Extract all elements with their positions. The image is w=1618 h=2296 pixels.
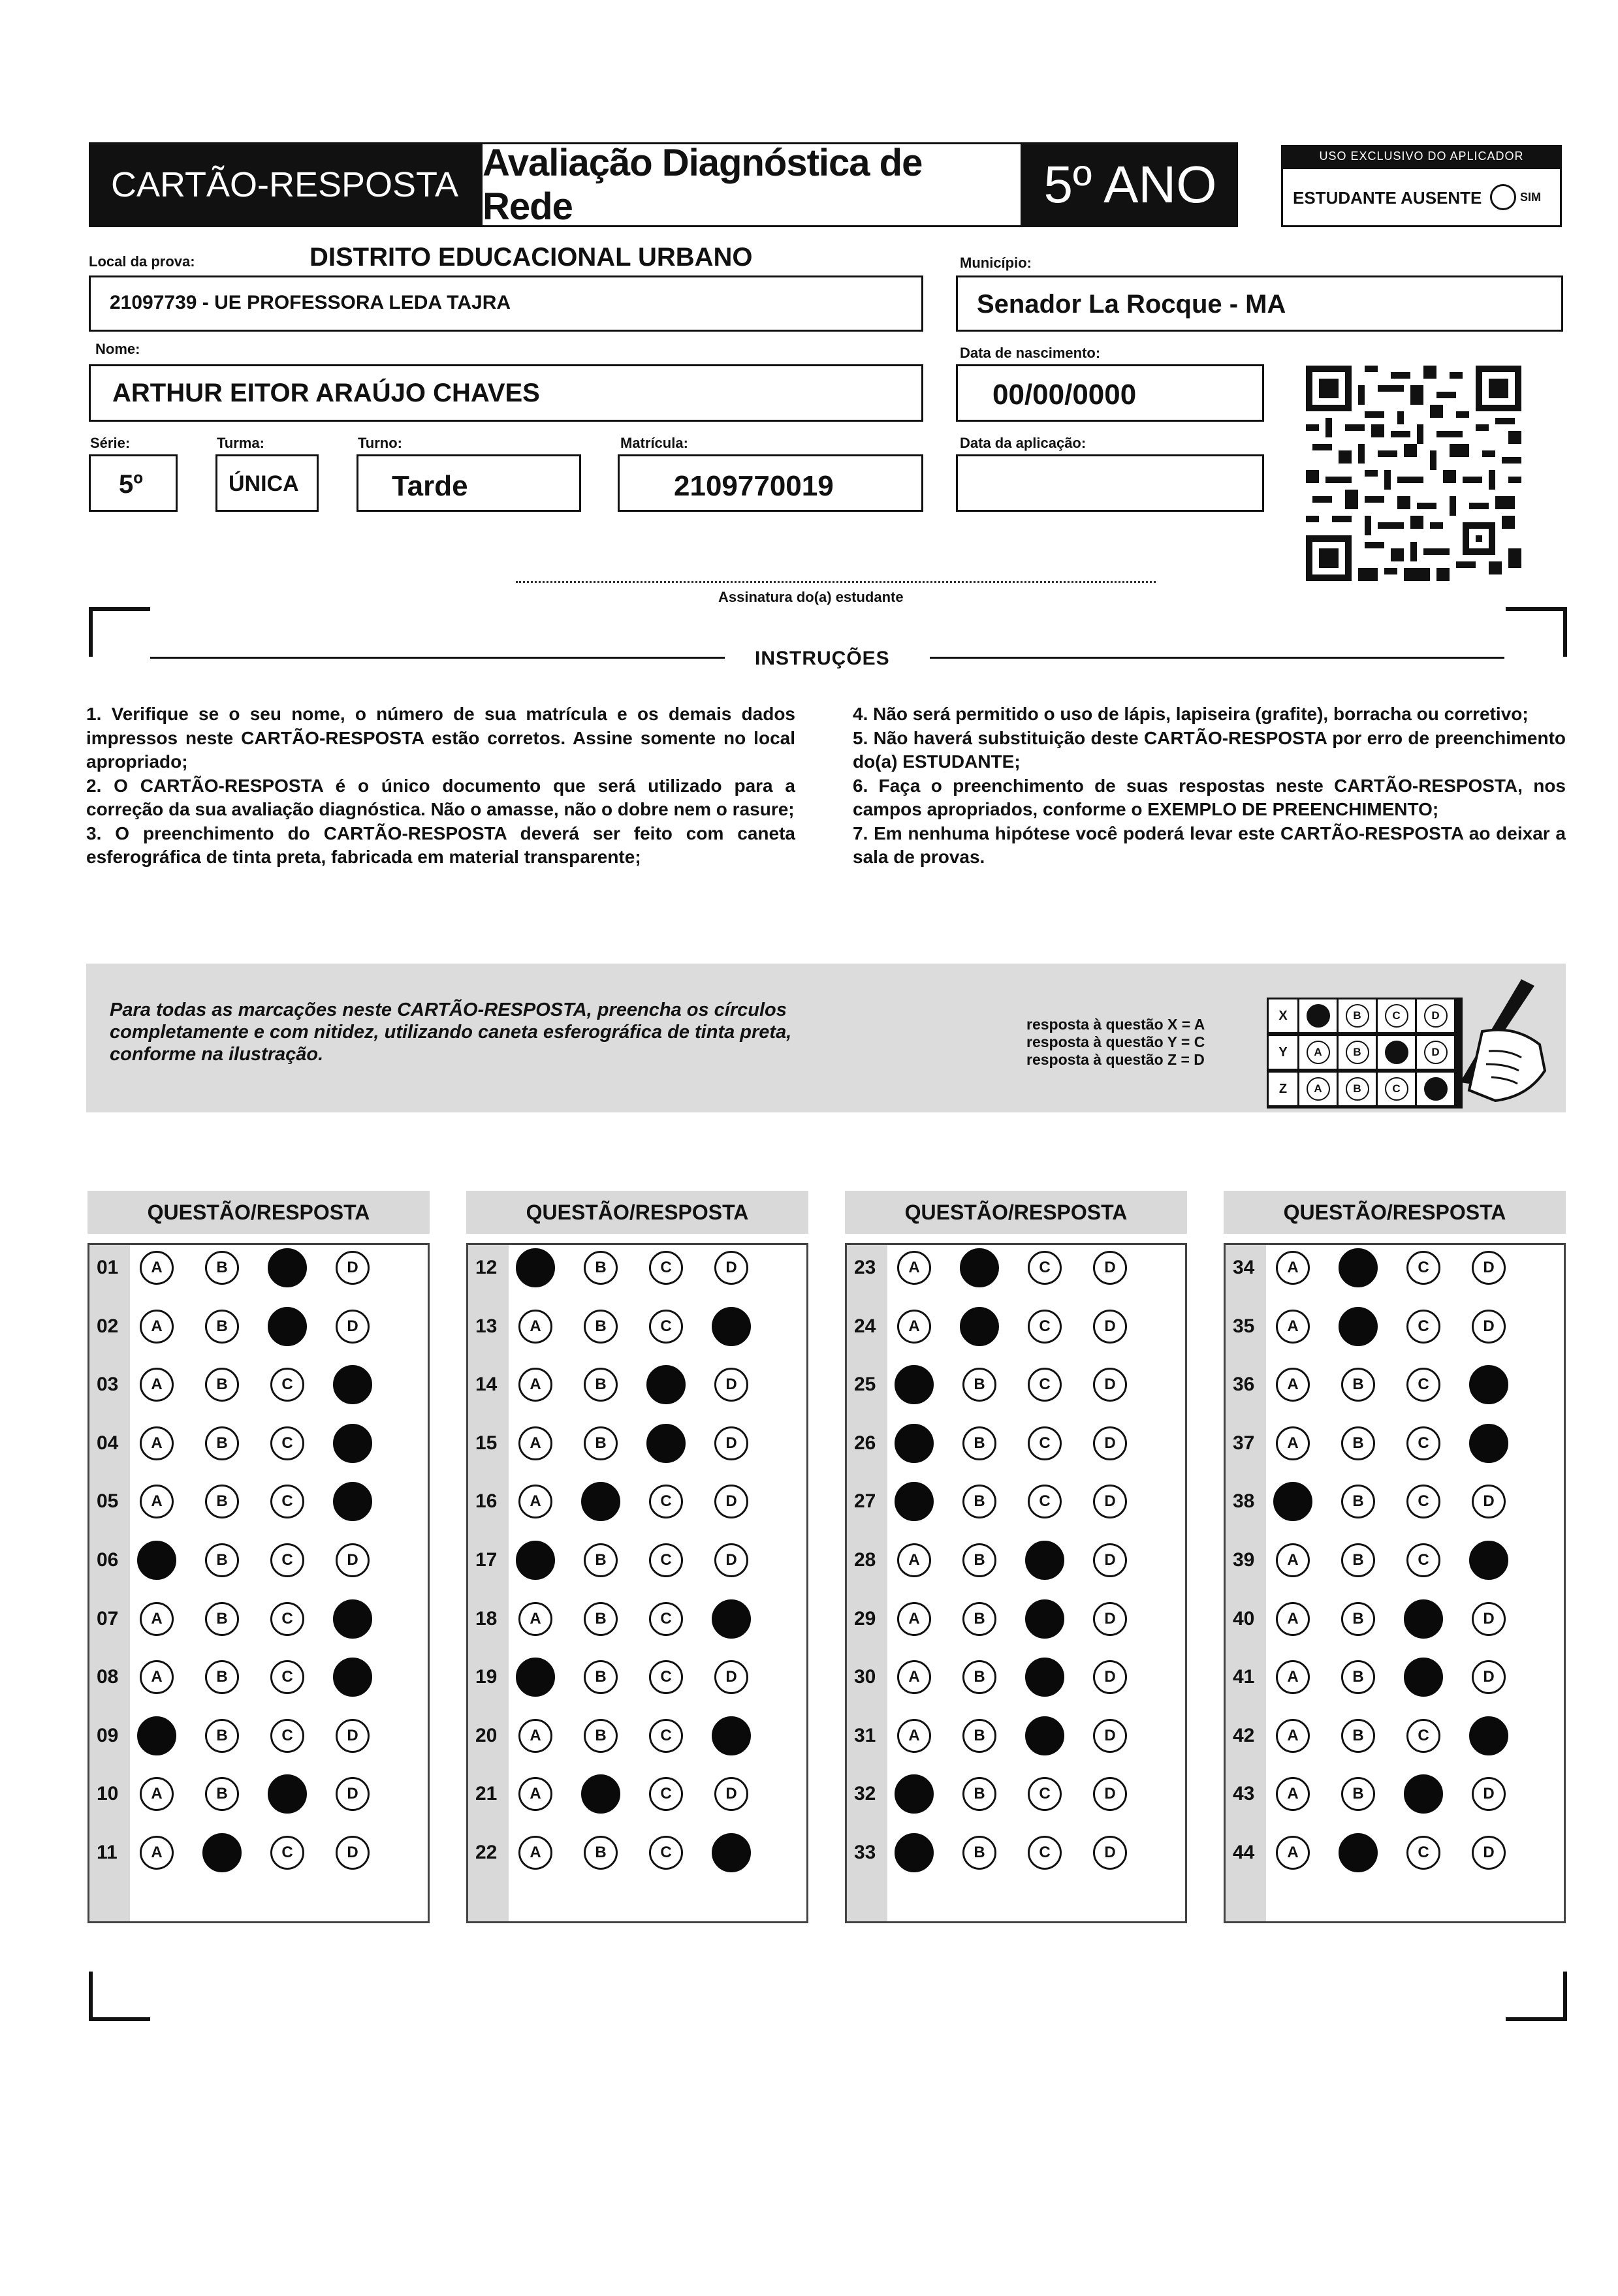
answer-bubble-c[interactable]: C <box>1028 1836 1062 1870</box>
turno-label: Turno: <box>358 435 403 451</box>
answer-bubble-c[interactable]: C <box>270 1719 304 1753</box>
answer-bubble-b[interactable]: B <box>1341 1660 1375 1694</box>
instructions-rule-left <box>150 657 725 659</box>
answer-bubble-d[interactable]: D <box>714 1660 748 1694</box>
answer-bubble-c[interactable]: C <box>1028 1368 1062 1402</box>
answer-bubble-b[interactable] <box>202 1833 242 1872</box>
answer-bubble-d[interactable]: D <box>336 1777 370 1811</box>
answer-bubble-c[interactable]: C <box>1406 1251 1440 1285</box>
answer-bubble-a[interactable]: A <box>518 1777 552 1811</box>
answer-bubble-a[interactable]: A <box>1276 1660 1310 1694</box>
answer-bubble-a[interactable] <box>895 1365 934 1404</box>
corner-mark-bottom-left <box>89 1972 150 2021</box>
example-bubble-a <box>1307 1004 1330 1028</box>
answer-bubble-b[interactable]: B <box>584 1310 618 1344</box>
answer-column-header: QUESTÃO/RESPOSTA <box>466 1191 808 1234</box>
answer-bubble-b[interactable]: B <box>962 1836 996 1870</box>
answer-bubble-d[interactable] <box>333 1424 372 1463</box>
answer-bubble-d[interactable]: D <box>1472 1777 1506 1811</box>
question-number: 16 <box>475 1490 498 1513</box>
answer-bubble-b[interactable]: B <box>962 1368 996 1402</box>
answer-bubble-b[interactable] <box>1339 1248 1378 1287</box>
signature-line[interactable] <box>516 581 1156 583</box>
answer-bubble-d[interactable] <box>1469 1365 1508 1404</box>
answer-bubble-b[interactable]: B <box>584 1719 618 1753</box>
answer-bubble-a[interactable]: A <box>1276 1426 1310 1460</box>
answer-bubble-d[interactable]: D <box>714 1777 748 1811</box>
answer-bubble-b[interactable]: B <box>205 1777 239 1811</box>
instruction-item: 6. Faça o preenchimento de suas respostas neste CARTÃO-RESPOSTA, nos campos apropriados, conforme o EXEMPLO DE PREENCHIMENTO; <box>853 775 1566 819</box>
question-number: 18 <box>475 1607 498 1629</box>
answer-bubble-a[interactable]: A <box>897 1602 931 1636</box>
answer-bubble-a[interactable]: A <box>897 1719 931 1753</box>
answer-bubble-b[interactable]: B <box>584 1836 618 1870</box>
answer-column-header: QUESTÃO/RESPOSTA <box>845 1191 1187 1234</box>
answer-bubble-d[interactable]: D <box>1093 1485 1127 1518</box>
answer-bubble-d[interactable] <box>712 1307 751 1346</box>
answer-bubble-b[interactable]: B <box>205 1660 239 1694</box>
nome-value: ARTHUR EITOR ARAÚJO CHAVES <box>112 379 540 407</box>
answer-panel <box>87 1243 430 1923</box>
answer-bubble-c[interactable]: C <box>649 1719 683 1753</box>
answer-bubble-d[interactable]: D <box>1093 1602 1127 1636</box>
answer-bubble-a[interactable]: A <box>140 1310 174 1344</box>
answer-bubble-a[interactable]: A <box>140 1602 174 1636</box>
answer-bubble-b[interactable]: B <box>962 1426 996 1460</box>
answer-bubble-b[interactable]: B <box>1341 1602 1375 1636</box>
answer-bubble-a[interactable] <box>895 1833 934 1872</box>
answer-bubble-d[interactable]: D <box>714 1368 748 1402</box>
corner-mark-bottom-right <box>1506 1972 1567 2021</box>
instruction-item: 4. Não será permitido o uso de lápis, lapiseira (grafite), borracha ou corretivo; <box>853 704 1529 724</box>
answer-bubble-d[interactable]: D <box>1472 1660 1506 1694</box>
answer-bubble-b[interactable]: B <box>205 1543 239 1577</box>
question-number: 22 <box>475 1842 498 1863</box>
answer-bubble-c[interactable] <box>268 1248 307 1287</box>
qr-code <box>1306 366 1521 581</box>
applicator-header: USO EXCLUSIVO DO APLICADOR <box>1281 145 1562 167</box>
answer-bubble-c[interactable]: C <box>649 1543 683 1577</box>
answer-bubble-c[interactable]: C <box>1406 1543 1440 1577</box>
question-number: 23 <box>854 1257 876 1278</box>
answer-bubble-a[interactable]: A <box>140 1426 174 1460</box>
answer-bubble-d[interactable] <box>333 1482 372 1521</box>
answer-bubble-c[interactable]: C <box>1028 1485 1062 1518</box>
answer-bubble-c[interactable]: C <box>1028 1777 1062 1811</box>
answer-bubble-a[interactable]: A <box>897 1543 931 1577</box>
turma-value: ÚNICA <box>229 471 299 496</box>
question-number: 24 <box>854 1315 876 1337</box>
answer-bubble-d[interactable] <box>712 1599 751 1639</box>
example-bubble-d: D <box>1424 1004 1448 1028</box>
example-bubble-b: B <box>1346 1004 1369 1028</box>
instruction-item: 3. O preenchimento do CARTÃO-RESPOSTA deverá ser feito com caneta esferográfica de tinta preta, fabricada em material transparente; <box>86 823 795 867</box>
question-number: 36 <box>1233 1374 1255 1396</box>
answer-bubble-a[interactable]: A <box>518 1485 552 1518</box>
question-number-column <box>468 1245 509 1921</box>
answer-bubble-b[interactable]: B <box>1341 1485 1375 1518</box>
answer-bubble-c[interactable] <box>646 1365 686 1404</box>
answer-bubble-a[interactable] <box>895 1424 934 1463</box>
question-number: 39 <box>1233 1549 1255 1571</box>
answer-bubble-b[interactable]: B <box>584 1543 618 1577</box>
example-line: resposta à questão X = A <box>1026 1016 1205 1033</box>
question-number: 05 <box>97 1490 119 1513</box>
question-number: 08 <box>97 1666 119 1688</box>
turno-value: Tarde <box>392 470 468 502</box>
turno-box <box>357 454 581 512</box>
answer-bubble-c[interactable] <box>646 1424 686 1463</box>
question-number: 29 <box>854 1607 876 1629</box>
answer-bubble-c[interactable] <box>1404 1599 1443 1639</box>
answer-column-header: QUESTÃO/RESPOSTA <box>1224 1191 1566 1234</box>
municipio-value: Senador La Rocque - MA <box>977 290 1286 319</box>
example-row-label: Z <box>1269 1073 1297 1105</box>
question-number: 44 <box>1233 1842 1255 1863</box>
answer-bubble-c[interactable] <box>268 1774 307 1814</box>
answer-bubble-a[interactable]: A <box>1276 1368 1310 1402</box>
turma-label: Turma: <box>217 435 264 451</box>
question-number: 31 <box>854 1724 876 1746</box>
grade-label: 5º ANO <box>1023 142 1238 227</box>
question-number-column <box>89 1245 130 1921</box>
answer-bubble-d[interactable]: D <box>714 1543 748 1577</box>
answer-bubble-d[interactable]: D <box>1093 1836 1127 1870</box>
answer-bubble-b[interactable]: B <box>962 1719 996 1753</box>
answer-bubble-a[interactable] <box>516 1541 555 1580</box>
answer-bubble-d[interactable]: D <box>1093 1777 1127 1811</box>
answer-bubble-d[interactable] <box>1469 1716 1508 1755</box>
answer-bubble-c[interactable] <box>1025 1541 1064 1580</box>
question-number: 06 <box>97 1549 119 1571</box>
nascimento-value: 00/00/0000 <box>992 379 1137 411</box>
answer-panel <box>845 1243 1187 1923</box>
example-bubble-c: C <box>1385 1004 1408 1028</box>
answer-bubble-c[interactable]: C <box>270 1485 304 1518</box>
answer-bubble-a[interactable]: A <box>1276 1719 1310 1753</box>
question-number: 07 <box>97 1607 119 1629</box>
answer-bubble-b[interactable]: B <box>205 1719 239 1753</box>
question-number: 26 <box>854 1432 876 1454</box>
answer-bubble-c[interactable]: C <box>270 1836 304 1870</box>
answer-bubble-b[interactable]: B <box>962 1543 996 1577</box>
answer-bubble-d[interactable] <box>712 1833 751 1872</box>
question-number: 27 <box>854 1490 876 1513</box>
answer-bubble-b[interactable] <box>581 1774 620 1814</box>
answer-bubble-b[interactable] <box>1339 1833 1378 1872</box>
answer-bubble-b[interactable]: B <box>205 1251 239 1285</box>
answer-column-header: QUESTÃO/RESPOSTA <box>87 1191 430 1234</box>
answer-bubble-c[interactable]: C <box>270 1602 304 1636</box>
answer-bubble-a[interactable] <box>1273 1482 1312 1521</box>
question-number: 28 <box>854 1549 876 1571</box>
corner-mark-top-right <box>1506 607 1567 657</box>
answer-bubble-c[interactable]: C <box>1028 1310 1062 1344</box>
answer-bubble-a[interactable]: A <box>897 1251 931 1285</box>
answer-bubble-d[interactable] <box>1469 1424 1508 1463</box>
answer-bubble-b[interactable]: B <box>205 1426 239 1460</box>
instructions-rule-right <box>930 657 1504 659</box>
example-bubble-d: D <box>1424 1041 1448 1064</box>
answer-bubble-b[interactable]: B <box>584 1602 618 1636</box>
answer-bubble-d[interactable]: D <box>1472 1251 1506 1285</box>
answer-bubble-a[interactable]: A <box>140 1251 174 1285</box>
answer-bubble-b[interactable]: B <box>584 1251 618 1285</box>
answer-bubble-d[interactable] <box>333 1365 372 1404</box>
answer-bubble-b[interactable]: B <box>205 1602 239 1636</box>
answer-bubble-c[interactable]: C <box>1028 1426 1062 1460</box>
signature-label: Assinatura do(a) estudante <box>718 589 904 605</box>
question-number: 02 <box>97 1315 119 1337</box>
aplicacao-label: Data da aplicação: <box>960 435 1087 451</box>
answer-bubble-d[interactable]: D <box>336 1719 370 1753</box>
answer-bubble-a[interactable] <box>516 1658 555 1697</box>
answer-bubble-a[interactable]: A <box>1276 1777 1310 1811</box>
question-number-column <box>1226 1245 1266 1921</box>
matricula-label: Matrícula: <box>620 435 688 451</box>
answer-bubble-d[interactable]: D <box>1093 1543 1127 1577</box>
question-number: 35 <box>1233 1315 1255 1337</box>
question-number: 12 <box>475 1257 498 1278</box>
answer-bubble-d[interactable]: D <box>1093 1426 1127 1460</box>
answer-bubble-a[interactable] <box>137 1541 176 1580</box>
answer-bubble-b[interactable]: B <box>962 1777 996 1811</box>
answer-bubble-d[interactable] <box>333 1658 372 1697</box>
example-row-label: X <box>1269 999 1297 1032</box>
instruction-item: 7. Em nenhuma hipótese você poderá levar este CARTÃO-RESPOSTA ao deixar a sala de provas. <box>853 823 1566 867</box>
instructions-left <box>86 702 795 870</box>
question-number: 32 <box>854 1783 876 1805</box>
answer-bubble-a[interactable]: A <box>897 1660 931 1694</box>
question-number: 20 <box>475 1724 498 1746</box>
answer-bubble-d[interactable] <box>1469 1541 1508 1580</box>
absent-label: ESTUDANTE AUSENTE <box>1293 188 1482 208</box>
question-number: 13 <box>475 1315 498 1337</box>
exam-title: Avaliação Diagnóstica de Rede <box>481 142 1023 227</box>
answer-bubble-d[interactable]: D <box>714 1426 748 1460</box>
answer-bubble-a[interactable]: A <box>518 1719 552 1753</box>
answer-bubble-b[interactable]: B <box>205 1485 239 1518</box>
question-number: 11 <box>97 1842 118 1863</box>
answer-bubble-c[interactable]: C <box>1406 1836 1440 1870</box>
question-number: 43 <box>1233 1783 1255 1805</box>
answer-bubble-a[interactable]: A <box>140 1836 174 1870</box>
answer-bubble-b[interactable]: B <box>584 1368 618 1402</box>
municipio-label: Município: <box>960 255 1032 271</box>
answer-bubble-a[interactable]: A <box>140 1777 174 1811</box>
answer-bubble-a[interactable]: A <box>140 1368 174 1402</box>
question-number: 37 <box>1233 1432 1255 1454</box>
answer-bubble-d[interactable]: D <box>1093 1368 1127 1402</box>
instruction-item: 5. Não haverá substituição deste CARTÃO-RESPOSTA por erro de preenchimento do(a) ESTUDANTE; <box>853 727 1566 772</box>
question-number: 25 <box>854 1374 876 1396</box>
answer-panel <box>466 1243 808 1923</box>
answer-bubble-a[interactable]: A <box>140 1660 174 1694</box>
answer-bubble-c[interactable] <box>1404 1658 1443 1697</box>
answer-bubble-a[interactable]: A <box>518 1426 552 1460</box>
answer-bubble-a[interactable]: A <box>1276 1251 1310 1285</box>
answer-bubble-d[interactable]: D <box>336 1251 370 1285</box>
question-number: 30 <box>854 1666 876 1688</box>
instruction-item: 1. Verifique se o seu nome, o número de sua matrícula e os demais dados impressos neste CARTÃO-RESPOSTA estão corretos. Assine somente no local apropriado; <box>86 704 795 772</box>
example-line: resposta à questão Z = D <box>1026 1051 1205 1068</box>
example-row-label: Y <box>1269 1036 1297 1069</box>
question-number: 34 <box>1233 1257 1255 1278</box>
answer-bubble-d[interactable]: D <box>1093 1251 1127 1285</box>
answer-bubble-c[interactable] <box>1025 1599 1064 1639</box>
answer-bubble-c[interactable]: C <box>1406 1310 1440 1344</box>
answer-bubble-c[interactable]: C <box>1406 1426 1440 1460</box>
absent-checkbox[interactable] <box>1490 184 1516 210</box>
answer-bubble-c[interactable]: C <box>1406 1368 1440 1402</box>
nascimento-label: Data de nascimento: <box>960 345 1101 361</box>
instructions-right <box>853 702 1566 870</box>
question-number-column <box>847 1245 887 1921</box>
answer-bubble-b[interactable]: B <box>205 1310 239 1344</box>
answer-bubble-a[interactable] <box>137 1716 176 1755</box>
answer-bubble-d[interactable]: D <box>1472 1836 1506 1870</box>
corner-mark-top-left <box>89 607 150 657</box>
question-number: 03 <box>97 1374 119 1396</box>
answer-bubble-a[interactable] <box>516 1248 555 1287</box>
school-value: 21097739 - UE PROFESSORA LEDA TAJRA <box>110 292 511 313</box>
answer-bubble-b[interactable] <box>960 1248 999 1287</box>
answer-bubble-d[interactable] <box>333 1599 372 1639</box>
nome-label: Nome: <box>95 341 140 357</box>
answer-bubble-b[interactable]: B <box>1341 1777 1375 1811</box>
question-number: 21 <box>475 1783 498 1805</box>
answer-bubble-c[interactable] <box>1025 1658 1064 1697</box>
question-number: 40 <box>1233 1607 1255 1629</box>
answer-bubble-b[interactable]: B <box>1341 1719 1375 1753</box>
example-bubble-c <box>1385 1041 1408 1064</box>
question-number: 15 <box>475 1432 498 1454</box>
answer-bubble-d[interactable]: D <box>1093 1719 1127 1753</box>
answer-bubble-a[interactable]: A <box>1276 1602 1310 1636</box>
answer-bubble-d[interactable]: D <box>1093 1660 1127 1694</box>
answer-bubble-d[interactable]: D <box>1472 1602 1506 1636</box>
question-number: 10 <box>97 1783 119 1805</box>
answer-bubble-a[interactable] <box>895 1774 934 1814</box>
question-number: 17 <box>475 1549 498 1571</box>
example-line: resposta à questão Y = C <box>1026 1033 1205 1050</box>
answer-bubble-d[interactable]: D <box>1472 1485 1506 1518</box>
example-bubble-b: B <box>1346 1041 1369 1064</box>
local-label: Local da prova: <box>89 253 195 270</box>
answer-bubble-b[interactable]: B <box>205 1368 239 1402</box>
answer-bubble-b[interactable]: B <box>1341 1426 1375 1460</box>
answer-bubble-c[interactable]: C <box>270 1543 304 1577</box>
answer-bubble-d[interactable]: D <box>714 1485 748 1518</box>
answer-bubble-b[interactable]: B <box>962 1485 996 1518</box>
answer-bubble-c[interactable] <box>268 1307 307 1346</box>
answer-bubble-d[interactable]: D <box>336 1543 370 1577</box>
serie-value: 5º <box>119 470 143 499</box>
answer-bubble-c[interactable]: C <box>649 1777 683 1811</box>
answer-bubble-d[interactable]: D <box>714 1251 748 1285</box>
answer-bubble-d[interactable]: D <box>1472 1310 1506 1344</box>
answer-bubble-a[interactable]: A <box>518 1602 552 1636</box>
answer-bubble-c[interactable]: C <box>270 1368 304 1402</box>
question-number: 41 <box>1233 1666 1255 1688</box>
answer-bubble-c[interactable]: C <box>1406 1719 1440 1753</box>
answer-bubble-b[interactable]: B <box>584 1660 618 1694</box>
example-bubble-a: A <box>1307 1041 1330 1064</box>
example-bubble-b: B <box>1346 1077 1369 1101</box>
answer-bubble-b[interactable]: B <box>584 1426 618 1460</box>
answer-bubble-b[interactable] <box>960 1307 999 1346</box>
answer-bubble-c[interactable]: C <box>649 1836 683 1870</box>
question-number: 33 <box>854 1842 876 1863</box>
question-number: 19 <box>475 1666 498 1688</box>
question-number: 14 <box>475 1374 498 1396</box>
answer-bubble-c[interactable]: C <box>270 1660 304 1694</box>
answer-bubble-c[interactable]: C <box>649 1660 683 1694</box>
question-number: 38 <box>1233 1490 1255 1513</box>
answer-bubble-c[interactable] <box>1025 1716 1064 1755</box>
answer-bubble-b[interactable]: B <box>962 1602 996 1636</box>
example-lines <box>1026 1016 1205 1069</box>
answer-bubble-b[interactable]: B <box>962 1660 996 1694</box>
answer-bubble-d[interactable]: D <box>336 1310 370 1344</box>
matricula-value: 2109770019 <box>674 470 834 502</box>
answer-bubble-a[interactable]: A <box>1276 1310 1310 1344</box>
answer-bubble-a[interactable]: A <box>518 1310 552 1344</box>
example-text: Para todas as marcações neste CARTÃO-RESPOSTA, preencha os círculos completamente e com nitidez, utilizando caneta esferográfica de tinta preta, conforme na ilustração. <box>110 999 792 1065</box>
answer-bubble-a[interactable] <box>895 1482 934 1521</box>
answer-bubble-a[interactable]: A <box>897 1310 931 1344</box>
absent-yes-label: SIM <box>1520 191 1542 204</box>
aplicacao-box[interactable] <box>956 454 1264 512</box>
answer-bubble-a[interactable]: A <box>140 1485 174 1518</box>
answer-bubble-c[interactable]: C <box>649 1602 683 1636</box>
answer-bubble-a[interactable]: A <box>1276 1543 1310 1577</box>
answer-bubble-b[interactable]: B <box>1341 1543 1375 1577</box>
answer-bubble-b[interactable]: B <box>1341 1368 1375 1402</box>
instruction-item: 2. O CARTÃO-RESPOSTA é o único documento que será utilizado para a correção da sua avaliação diagnóstica. Não o amasse, não o dobre nem o rasure; <box>86 775 795 819</box>
answer-bubble-c[interactable] <box>1404 1774 1443 1814</box>
answer-bubble-a[interactable]: A <box>518 1368 552 1402</box>
answer-bubble-a[interactable]: A <box>518 1836 552 1870</box>
example-bubble-a: A <box>1307 1077 1330 1101</box>
answer-bubble-d[interactable]: D <box>336 1836 370 1870</box>
answer-bubble-d[interactable]: D <box>1093 1310 1127 1344</box>
card-label: CARTÃO-RESPOSTA <box>89 142 481 227</box>
example-bubble-c: C <box>1385 1077 1408 1101</box>
answer-bubble-c[interactable]: C <box>1028 1251 1062 1285</box>
answer-bubble-c[interactable]: C <box>270 1426 304 1460</box>
question-number: 04 <box>97 1432 119 1454</box>
question-number: 09 <box>97 1724 119 1746</box>
question-number: 01 <box>97 1257 119 1278</box>
answer-bubble-a[interactable]: A <box>1276 1836 1310 1870</box>
answer-bubble-c[interactable]: C <box>649 1251 683 1285</box>
local-value: DISTRITO EDUCACIONAL URBANO <box>309 243 753 272</box>
answer-panel <box>1224 1243 1566 1923</box>
answer-bubble-d[interactable] <box>712 1716 751 1755</box>
answer-bubble-c[interactable]: C <box>1406 1485 1440 1518</box>
answer-bubble-b[interactable] <box>1339 1307 1378 1346</box>
answer-bubble-c[interactable]: C <box>649 1310 683 1344</box>
answer-bubble-c[interactable]: C <box>649 1485 683 1518</box>
answer-bubble-b[interactable] <box>581 1482 620 1521</box>
instructions-title: INSTRUÇÕES <box>755 648 890 669</box>
pen-illustration-icon <box>1423 973 1547 1103</box>
serie-label: Série: <box>90 435 131 451</box>
question-number: 42 <box>1233 1724 1255 1746</box>
